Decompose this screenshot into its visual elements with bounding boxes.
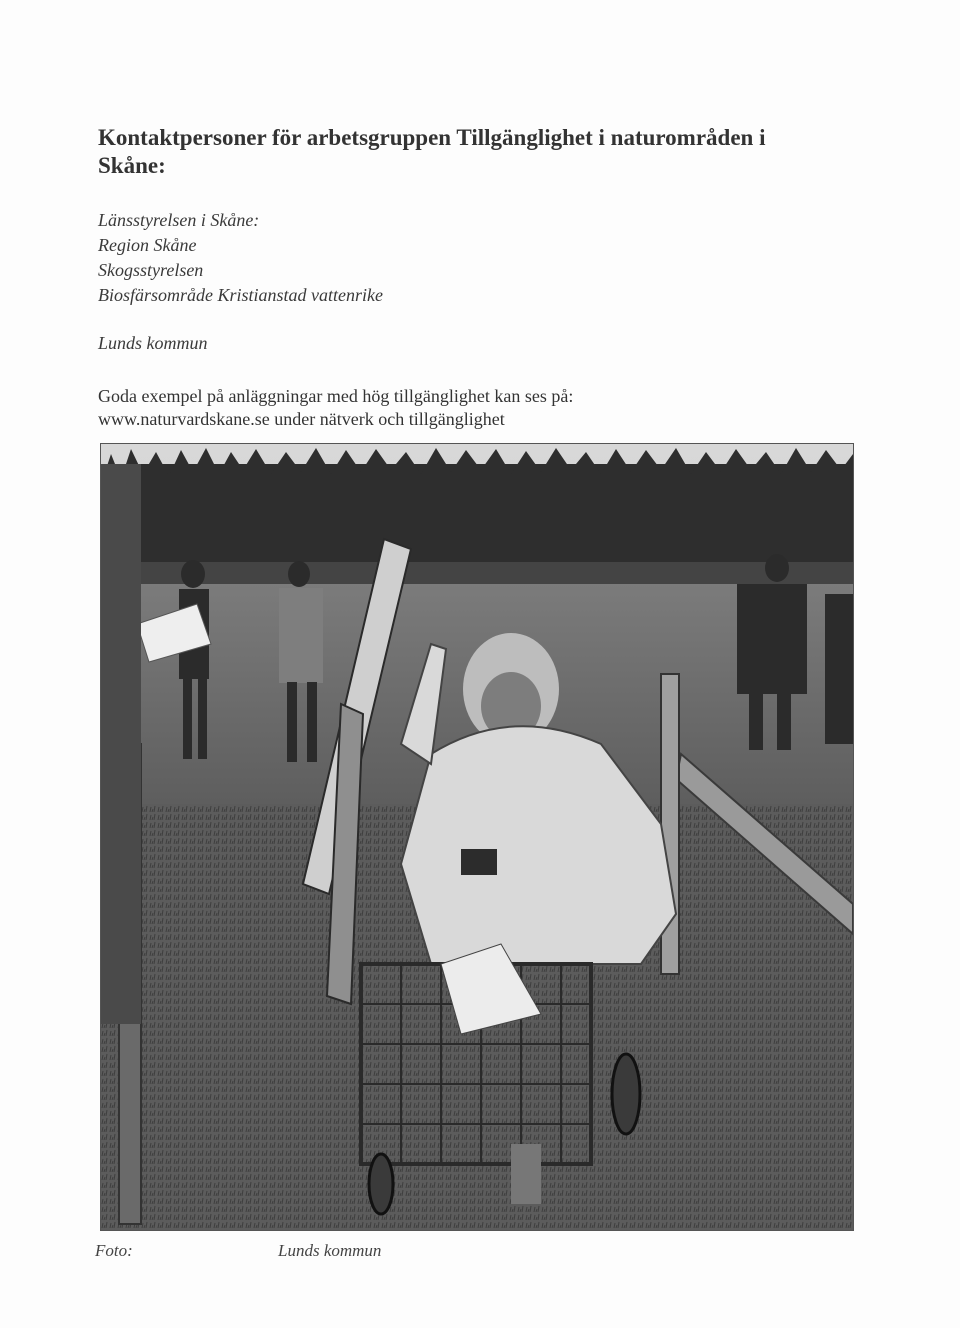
photo-caption-credit: Lunds kommun	[278, 1241, 382, 1260]
examples-line-1: Goda exempel på anläggningar med hög tillgänglighet kan ses på:	[98, 386, 574, 406]
heading-line-1: Kontaktpersoner för arbetsgruppen Tillgänglighet i naturområden i	[98, 125, 766, 150]
photo-wheelchair-user-at-nature-trail	[100, 443, 854, 1231]
organization-item: Region Skåne	[98, 235, 197, 255]
document-heading	[98, 124, 858, 180]
organization-list	[98, 208, 383, 308]
heading-line-2: Skåne:	[98, 153, 166, 178]
examples-paragraph	[98, 385, 878, 431]
organization-item: Länsstyrelsen i Skåne:	[98, 210, 260, 230]
photo-caption-label: Foto:	[95, 1241, 133, 1260]
lunds-kommun-label: Lunds kommun	[98, 333, 208, 353]
examples-link-line: www.naturvardskane.se under nätverk och tillgänglighet	[98, 409, 505, 429]
organization-item: Biosfärsområde Kristianstad vattenrike	[98, 285, 383, 305]
organization-item: Skogsstyrelsen	[98, 260, 204, 280]
photo-illustration	[101, 444, 853, 1230]
